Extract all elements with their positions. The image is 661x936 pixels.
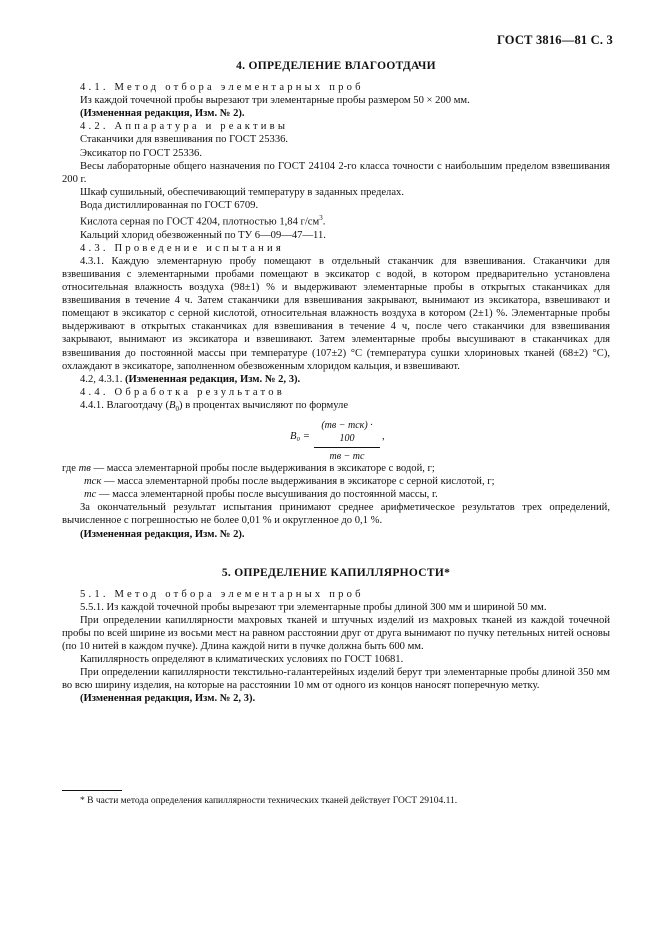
formula-tail: , <box>382 431 385 443</box>
where-1-a: где <box>62 463 76 475</box>
section-4-title: 4. ОПРЕДЕЛЕНИЕ ВЛАГООТДАЧИ <box>236 60 436 72</box>
clause-4-1-heading: 4.1. Метод отбора элементарных проб <box>80 82 364 94</box>
formula-denominator: mв − mс <box>329 451 365 463</box>
where-2-var: mск <box>84 476 102 488</box>
equipment-2: Эксикатор по ГОСТ 25336. <box>80 147 202 159</box>
where-1-var: mв <box>78 463 91 475</box>
formula-numerator: (mв − mск) · 100 <box>314 419 380 448</box>
clause-4-4-1-a: 4.4.1. Влагоотдачу ( <box>80 399 170 411</box>
formula-fraction <box>314 419 380 463</box>
where-line-2 <box>62 475 610 488</box>
section-5-title: 5. ОПРЕДЕЛЕНИЕ КАПИЛЛЯРНОСТИ* <box>221 566 451 579</box>
equipment-4: Шкаф сушильный, обеспечивающий температуру в заданных пределах. <box>80 186 404 198</box>
clause-4-edition-2-text: (Измененная редакция, Изм. № 2, 3). <box>125 373 301 385</box>
footnote: * В части метода определения капиллярности технических тканей действует ГОСТ 29104.11. <box>80 796 458 806</box>
clause-5-haberdashery-text: При определении капиллярности текстильно-галантерейных изделий берут три элементарные пробы длиной 350 мм во всю ширину изделия, на которые на расстоянии 10 мм от одного из концов наносят поперечную метку. <box>62 667 610 692</box>
formula-block <box>62 418 610 463</box>
clause-4-1-text: Из каждой точечной пробы вырезают три элементарные пробы размером 50 × 200 мм. <box>80 95 470 107</box>
where-1-b: — масса элементарной пробы после выдерживания в эксикаторе с водой, г; <box>93 463 435 475</box>
clause-4-4-1-var: B <box>169 399 176 411</box>
formula-lhs: B₀ = <box>290 431 310 443</box>
final-result-edition: (Измененная редакция, Изм. № 2). <box>80 528 245 540</box>
clause-4-edition-2-ref: 4.2, 4.3.1. <box>80 373 123 385</box>
equipment-6 <box>62 212 610 229</box>
page-header: ГОСТ 3816—81 С. 3 <box>496 33 613 47</box>
clause-4-4-1-text <box>62 399 610 416</box>
clause-5-terry-text: При определении капиллярности махровых тканей и штучных изделий из махровых тканей из каждой точечной пробы по всей ширине из восьми мест на равном расстоянии друг от друга вынимают по пучку петельных нитей основы (по 10 нитей в каждом пучке). Длина каждой нити в пучке должна быть 600 мм. <box>62 614 610 653</box>
clause-4-1-edition: (Измененная редакция, Изм. № 2). <box>80 108 245 120</box>
footnote-divider <box>62 790 122 791</box>
clause-4-3-1-text: 4.3.1. Каждую элементарную пробу помещают в отдельный стаканчик для взвешивания. Стаканчики для взвешивания с элементарными пробами помещают в эксикатор с водой, в котором предварительно установлена относительная влажность воздуха (98±1) % и выдерживают элементарные пробы в открытых стаканчиках для взвешивания в течение 4 ч. Затем стаканчики для взвешивания закрывают, вынимают из эксикатора, взвешивают и помещают в эксикатор с серной кислотой, относительная влажность воздуха в котором (2±1) %. Элементарные пробы выдерживают в открытых стаканчиках для взвешивания в течение 4 ч, после чего стаканчики для взвешивания закрывают, вынимают из эксикатора и взвешивают. Затем элементарные пробы высушивают в стаканчиках для взвешивания до постоянной массы при температуре (107±2) °С (температура сушки хлориновых тканей (68±2) °С), охлаждают в эксикаторе, заполненном обезвоженным хлоридом кальция, и взвешивают. <box>62 255 610 372</box>
where-2-b: — масса элементарной пробы после выдерживания в эксикаторе с серной кислотой, г; <box>103 476 495 488</box>
where-line-3 <box>62 488 610 501</box>
where-3-var: mс <box>84 489 97 501</box>
where-3-b: — масса элементарной пробы после высушивания до постоянной массы, г. <box>99 489 438 501</box>
clause-5-climate-text: Капиллярность определяют в климатических условиях по ГОСТ 10681. <box>80 654 404 666</box>
clause-4-edition-2 <box>62 373 610 386</box>
equipment-6-end: . <box>322 216 326 228</box>
equipment-5: Вода дистиллированная по ГОСТ 6709. <box>80 199 259 211</box>
clause-4-2-heading: 4.2. Аппаратура и реактивы <box>80 121 289 133</box>
equipment-6-sup: 3 <box>319 214 323 223</box>
equipment-7: Кальций хлорид обезвоженный по ТУ 6—09—47—11. <box>80 229 326 241</box>
final-result-text: За окончательный результат испытания принимают среднее арифметическое результатов трех определений, вычисленное с погрешностью не более 0,01 % и округленное до 0,1 %. <box>62 502 610 527</box>
clause-4-4-heading: 4.4. Обработка результатов <box>80 386 285 398</box>
equipment-3: Весы лабораторные общего назначения по ГОСТ 24104 2-го класса точности с наибольшим пределом взвешивания 200 г. <box>62 160 610 185</box>
clause-4-4-1-b: ) в процентах вычисляют по формуле <box>179 399 349 411</box>
clause-5-1-heading: 5.1. Метод отбора элементарных проб <box>80 588 364 600</box>
clause-5-edition: (Измененная редакция, Изм. № 2, 3). <box>80 693 256 705</box>
equipment-6-text: Кислота серная по ГОСТ 4204, плотностью 1,84 г/см <box>80 216 320 228</box>
clause-4-4-1-sub: 0 <box>175 404 180 413</box>
page-content <box>62 60 610 706</box>
where-line-1 <box>62 462 610 475</box>
clause-5-5-1-text: 5.5.1. Из каждой точечной пробы вырезают три элементарные пробы длиной 300 мм и шириной 50 мм. <box>80 601 547 613</box>
equipment-1: Стаканчики для взвешивания по ГОСТ 25336. <box>80 134 289 146</box>
clause-4-3-heading: 4.3. Проведение испытания <box>80 242 284 254</box>
